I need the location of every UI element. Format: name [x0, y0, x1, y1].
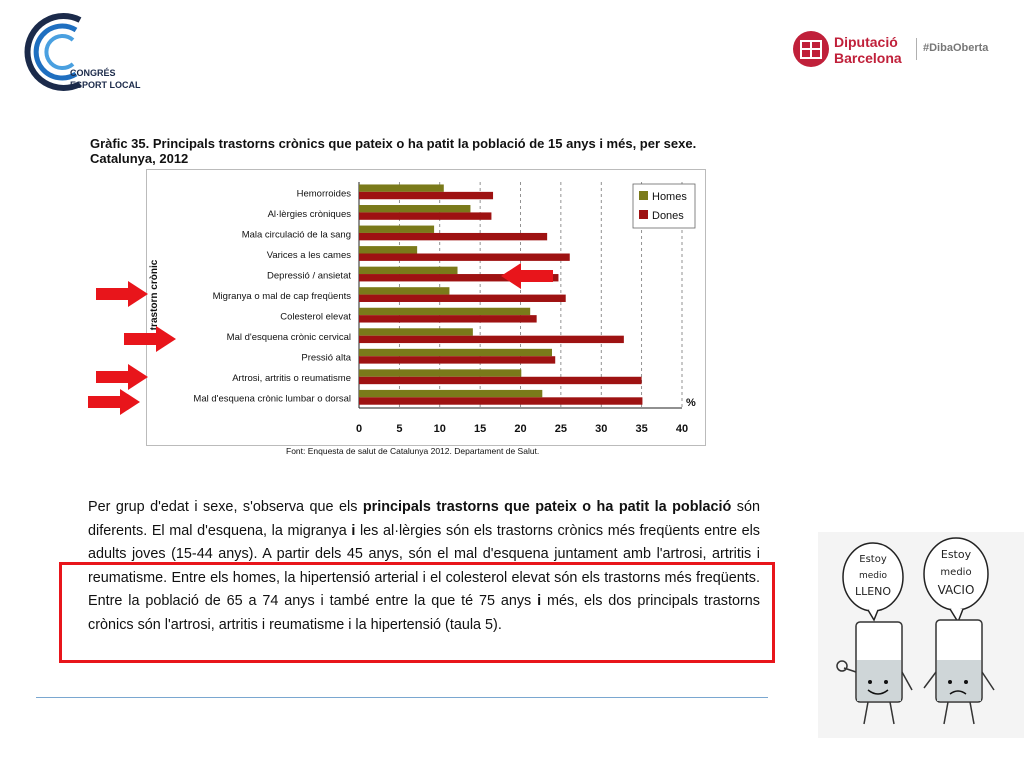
logo-divider [916, 38, 917, 60]
para-bold: i [351, 522, 356, 539]
x-axis-unit: % [686, 397, 696, 409]
bar-homes [359, 226, 434, 233]
bubble-left-3: LLENO [854, 585, 892, 598]
hashtag: #DibaOberta [923, 42, 989, 54]
category-label: Mala circulació de la sang [241, 229, 351, 241]
bubble-right-3: VACIO [937, 583, 975, 597]
bar-dones [359, 356, 555, 363]
category-label: Mal d'esquena crònic cervical [226, 332, 351, 344]
para-bold: principals trastorns que pateix o ha patit la població [362, 499, 732, 515]
highlight-arrow-icon [96, 281, 148, 307]
glasses-cartoon-illustration [818, 532, 1024, 738]
congres-line-1: CONGRÉS [70, 68, 116, 78]
congres-logo [18, 12, 158, 92]
diputacio-logo [790, 28, 1010, 72]
x-tick-label: 25 [554, 423, 567, 435]
legend-swatch [639, 191, 648, 200]
x-tick-label: 20 [514, 423, 527, 435]
highlight-arrow-icon [124, 326, 176, 352]
category-label: Migranya o mal de cap freqüents [212, 291, 351, 302]
bubble-right-1: Estoy [940, 548, 972, 561]
congres-line-2: ESPORT LOCAL [70, 80, 141, 90]
bar-chart [147, 170, 705, 445]
category-label: Depressió / ansietat [267, 270, 351, 282]
bar-homes [359, 369, 521, 376]
glasses-cartoon [818, 532, 1024, 738]
bar-dones [359, 315, 537, 322]
bubble-right-2: medio [940, 567, 972, 578]
category-label: Al·lèrgies cròniques [267, 208, 351, 220]
diputacio-line-2: Barcelona [834, 50, 902, 66]
category-label: Hemorroides [296, 188, 351, 200]
bar-homes [359, 267, 458, 274]
x-tick-label: 35 [635, 423, 648, 435]
bar-dones [359, 253, 570, 260]
para-text: més, els dos principals trastorns crònics són l'artrosi, artritis i reumatisme i la hipertensió (taula 5). [88, 593, 760, 633]
bar-dones [359, 336, 624, 343]
category-label: Artrosi, artritis o reumatisme [232, 373, 351, 385]
category-label: Mal d'esquena crònic lumbar o dorsal [193, 393, 351, 405]
category-label: Varices a les cames [266, 249, 351, 261]
bar-dones [359, 212, 491, 219]
para-bold: i [537, 593, 542, 609]
highlight-box [59, 562, 775, 663]
bubble-left-2: medio [858, 571, 888, 581]
highlight-arrow-icon [88, 389, 140, 415]
legend-label: Homes [652, 191, 687, 203]
bar-dones [359, 377, 642, 384]
x-tick-label: 15 [474, 423, 487, 435]
diputacio-line-1: Diputació [834, 34, 898, 50]
bar-homes [359, 205, 470, 212]
bar-homes [359, 287, 449, 294]
bar-dones [359, 192, 493, 199]
para-text: les al·lèrgies són els trastorns crònics més freqüents entre els adults joves (15-44 anys). A partir dels 45 anys, són el mal d'esquena juntament amb l'artrosi, artritis i reumatisme. Entre els homes, la hipertensió arterial i el colesterol elevat són els trastorns més freqüents. Entre la població de 65 a 74 anys i també entre la que té 75 anys [88, 522, 760, 609]
highlight-arrow-left-icon [501, 263, 553, 289]
bar-homes [359, 246, 417, 253]
x-tick-label: 5 [396, 423, 403, 435]
bar-homes [359, 390, 542, 397]
chart-frame [146, 169, 706, 446]
highlight-arrow-icon [96, 364, 148, 390]
para-text: Per grup d'edat i sexe, s'observa que els [88, 499, 363, 515]
x-tick-label: 30 [595, 423, 608, 435]
x-tick-label: 0 [355, 423, 363, 435]
bar-homes [359, 349, 552, 356]
legend-swatch [639, 210, 648, 219]
category-label: Pressió alta [301, 352, 351, 364]
chart-source: Font: Enquesta de salut de Catalunya 2012. Departament de Salut. [286, 446, 540, 456]
bar-dones [359, 295, 566, 302]
x-tick-label: 10 [433, 423, 446, 435]
bubble-left-1: Estoy [859, 554, 887, 565]
para-text: són diferents. El mal d'esquena, la migranya [88, 499, 760, 539]
bar-homes [359, 328, 473, 335]
x-tick-label: 40 [675, 423, 689, 435]
footer-divider [36, 697, 768, 698]
chart-title: Gràfic 35. Principals trastorns crònics que pateix o ha patit la població de 15 anys i més, per sexe. Catalunya, 2012 [90, 136, 697, 166]
legend-label: Dones [652, 210, 684, 222]
bar-dones [359, 397, 642, 404]
bar-homes [359, 308, 530, 315]
y-axis-title: trastorn crònic [149, 259, 160, 331]
category-label: Colesterol elevat [280, 311, 351, 323]
bar-dones [359, 233, 547, 240]
diputacio-emblem-icon [792, 30, 830, 68]
bar-homes [359, 184, 444, 191]
